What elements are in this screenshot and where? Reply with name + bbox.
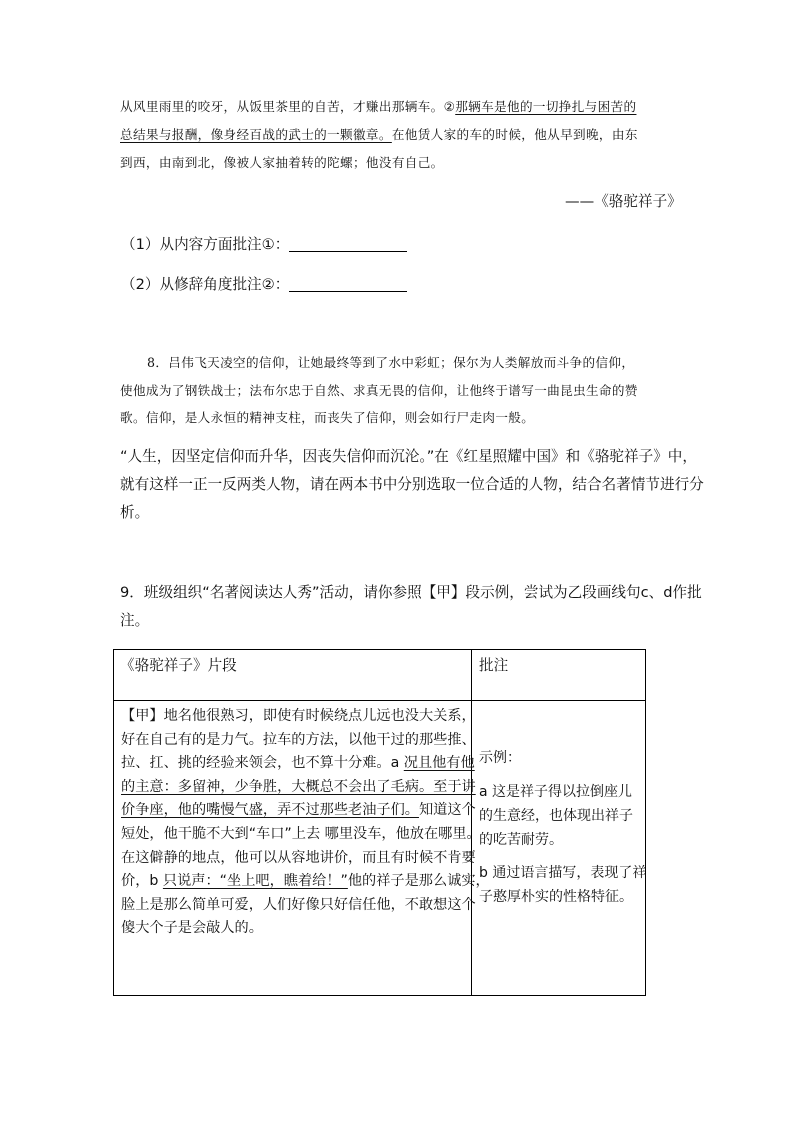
passage-segment: 在他赁人家的车的时候，他从早到晚，由东 [391,127,638,142]
table-passage-text [114,701,490,941]
passage-line-1 [120,96,636,115]
q7-sub2-label: （2）从修辞角度批注②： [121,276,290,293]
passage-segment: ② [443,99,456,114]
table-notes-cell [472,701,646,996]
note-b [479,861,645,909]
table-passage-segment-underlined: 的主意：多留神，少争胜，大概总不会出了毛病。至于讲 [121,778,476,795]
q8-task-line-2: 就有这样一正一反两类人物，请在两本书中分别选取一位合适的人物，结合名著情节进行分 [120,476,704,493]
table-passage-line [121,705,476,729]
q9-line-2: 注。 [120,612,150,629]
note-a-line: 的吃苦耐劳。 [479,832,563,848]
table-passage-segment: 傻大个子是会敲人的。 [121,920,263,937]
annotation-table [113,649,646,996]
table-passage-segment: 拉、扛、挑的经验来领会，也不算十分难。a [121,755,404,772]
q7-sub1-label: （1）从内容方面批注①： [121,236,290,253]
q7-sub2-answer-blank[interactable] [289,277,407,292]
table-passage-line [121,799,476,823]
passage-source: ——《骆驼祥子》 [565,193,682,210]
note-b-line: b 通过语言描写，表现了祥 [479,865,647,881]
table-passage-line [121,729,476,753]
table-notes-content [472,746,645,909]
table-passage-line [121,776,476,800]
table-passage-segment-underlined: 况且他有他 [403,755,475,772]
q7-sub1 [121,233,407,254]
q8-task-line-3: 析。 [120,504,150,521]
q8-quote-line-2: 使他成为了钢铁战士；法布尔忠于自然、求真无畏的信仰，让他终于谱写一曲昆虫生命的赞 [120,383,638,398]
passage-segment-underlined: 总结果与报酬，像身经百战的武士的一颗徽章。 [120,127,392,142]
note-b-line: 子憨厚朴实的性格特征。 [479,889,633,905]
q7-sub1-answer-blank[interactable] [289,237,407,252]
table-passage-line [121,823,481,847]
q8-quote-line-3: 歌。信仰，是人永恒的精神支柱，而丧失了信仰，则会如行尸走肉一般。 [120,410,535,425]
table-passage-segment-underlined: 只说声：“坐上吧，瞧着给！” [162,873,348,890]
table-passage-line [121,847,476,871]
table-passage-segment: 价，b [121,873,163,890]
note-a-line: 的生意经，也体现出祥子 [479,808,633,824]
q8-quote-line-1: 8．吕伟飞天凌空的信仰，让她最终等到了水中彩虹；保尔为人类解放而斗争的信仰， [147,355,635,370]
table-header-passage-label: 《骆驼祥子》片段 [120,657,237,674]
table-header-passage [114,650,472,701]
passage-line-3 [120,152,444,171]
table-passage-line [121,752,475,776]
table-passage-segment: 好在自己有的是力气。拉车的方法，以他干过的那些推、 [121,731,476,748]
q9-line-1: 9．班级组织“名著阅读达人秀”活动，请你参照【甲】段示例，尝试为乙段画线句c、d作批 [120,584,702,601]
table-passage-segment: 【甲】地名他很熟习，即使有时候绕点儿远也没大关系， [121,708,476,724]
passage-segment: 从风里雨里的咬牙，从饭里茶里的自苦，才赚出那辆车。 [120,99,444,114]
table-passage-segment: 知道这个 [418,802,476,819]
table-passage-segment: 在这僻静的地点，他可以从容地讲价，而且有时候不肯要 [121,849,476,866]
table-passage-line [121,917,465,941]
passage-line-2 [120,124,638,143]
passage-segment: 到西，由南到北，像被人家抽着转的陀螺；他没有自己。 [120,155,444,170]
table-passage-segment: 他的祥子是那么诚实， [347,873,490,890]
table-passage-segment: 脸上是那么简单可爱，人们好像只好信任他，不敢想这个 [121,896,476,913]
table-passage-line [121,894,476,918]
table-passage-segment-underlined: 价争座，他的嘴慢气盛，弄不过那些老油子们。 [121,802,419,819]
note-example-label: 示例： [479,750,521,766]
note-a-line: a 这是祥子得以拉倒座儿 [479,784,633,800]
q7-sub2 [121,273,407,294]
table-passage-line [121,870,490,894]
note-a [479,780,645,852]
q8-task-line-1: “人生，因坚定信仰而升华，因丧失信仰而沉沦。”在《红星照耀中国》和《骆驼祥子》中， [120,448,697,465]
table-passage-cell [114,701,490,996]
table-header-notes [472,650,646,701]
table-passage-segment: 短处，他干脆不大到“车口”上去 哪里没车，他放在哪里。 [121,825,481,842]
table-header-notes-label: 批注 [479,657,509,674]
passage-segment-underlined: 那辆车是他的一切挣扎与困苦的 [455,99,637,114]
